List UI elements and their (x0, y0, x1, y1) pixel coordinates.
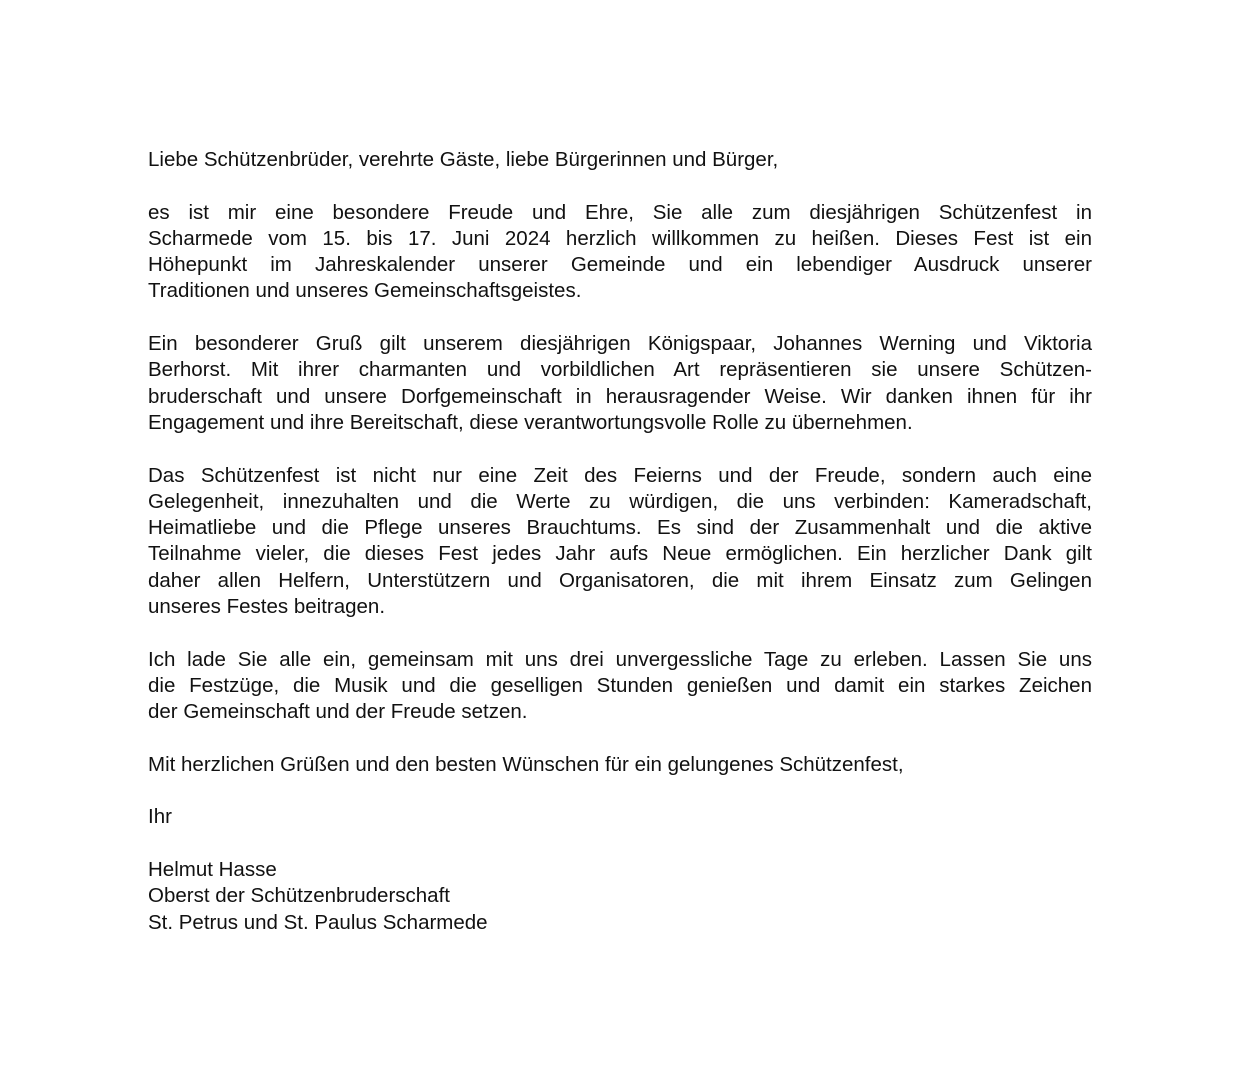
paragraph-values (148, 463, 1092, 621)
paragraph-line: bruderschaft und unsere Dorfgemeinschaft in herausragender Weise. Wir danken ihnen für ihr (148, 384, 1092, 408)
paragraph-line: Ich lade Sie alle ein, gemeinsam mit uns drei unvergessliche Tage zu erleben. Lassen Sie uns (148, 647, 1092, 671)
paragraph-line: Scharmede vom 15. bis 17. Juni 2024 herzlich willkommen zu heißen. Dieses Fest ist ein (148, 226, 1092, 250)
salutation: Liebe Schützenbrüder, verehrte Gäste, liebe Bürgerinnen und Bürger, (148, 148, 779, 171)
paragraph-line: es ist mir eine besondere Freude und Ehre, Sie alle zum diesjährigen Schützenfest in (148, 200, 1092, 224)
paragraph-line: Teilnahme vieler, die dieses Fest jedes Jahr aufs Neue ermöglichen. Ein herzlicher Dank gilt (148, 542, 1092, 566)
paragraph-line: der Gemeinschaft und der Freude setzen. (148, 700, 528, 724)
signature-title: Oberst der Schützenbruderschaft (148, 884, 450, 908)
paragraph-line: Gelegenheit, innezuhalten und die Werte zu würdigen, die uns verbinden: Kameradschaft, (148, 489, 1092, 513)
paragraph-line: Engagement und ihre Bereitschaft, diese verantwortungsvolle Rolle zu übernehmen. (148, 410, 913, 434)
signature-organization: St. Petrus und St. Paulus Scharmede (148, 910, 488, 934)
paragraph-line: die Festzüge, die Musik und die geselligen Stunden genießen und damit ein starkes Zeichen (148, 673, 1092, 697)
paragraph-welcome (148, 200, 1092, 305)
paragraph-line: Ein besonderer Gruß gilt unserem diesjährigen Königspaar, Johannes Werning und Viktoria (148, 332, 1092, 356)
paragraph-line: daher allen Helfern, Unterstützern und Organisatoren, die mit ihrem Einsatz zum Gelingen (148, 568, 1092, 592)
paragraph-line: Höhepunkt im Jahreskalender unserer Gemeinde und ein lebendiger Ausdruck unserer (148, 253, 1092, 277)
paragraph-invitation (148, 647, 1092, 726)
paragraph-line: Traditionen und unseres Gemeinschaftsgeistes. (148, 279, 582, 303)
closing: Mit herzlichen Grüßen und den besten Wünschen für ein gelungenes Schützenfest, (148, 752, 904, 776)
signature-block (148, 857, 1092, 936)
paragraph-royal-couple (148, 331, 1092, 436)
signature-name: Helmut Hasse (148, 858, 277, 882)
paragraph-line: Heimatliebe und die Pflege unseres Brauchtums. Es sind der Zusammenhalt und die aktive (148, 516, 1092, 540)
valediction: Ihr (148, 805, 172, 829)
paragraph-line: unseres Festes beitragen. (148, 595, 386, 619)
paragraph-line: Das Schützenfest ist nicht nur eine Zeit des Feierns und der Freude, sondern auch eine (148, 463, 1092, 487)
paragraph-line: Berhorst. Mit ihrer charmanten und vorbildlichen Art repräsentieren sie unsere Schützen- (148, 358, 1092, 382)
letter-page (148, 147, 1092, 936)
